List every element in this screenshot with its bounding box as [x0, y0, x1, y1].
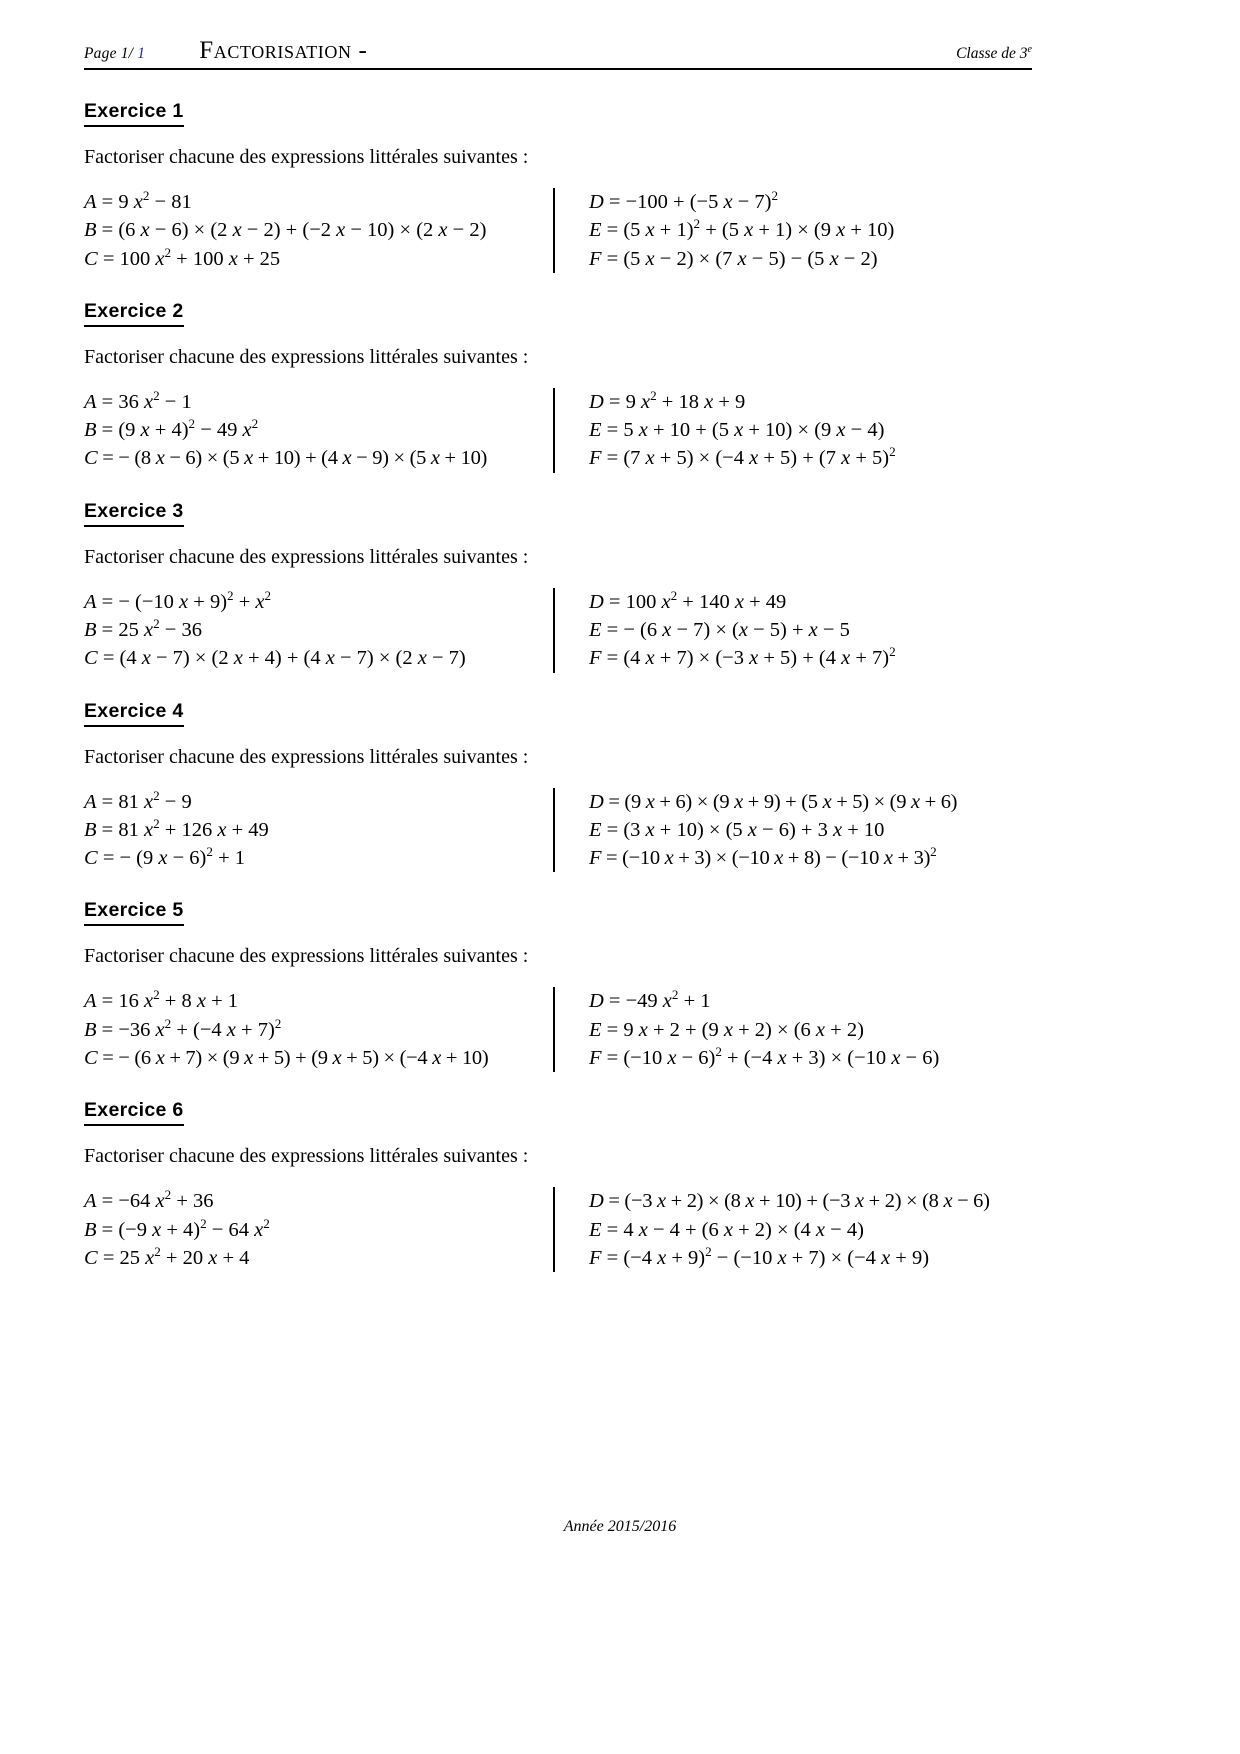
exercise-1-left-column [84, 188, 553, 273]
exercise-2-left-column [84, 388, 553, 473]
page-indicator [84, 45, 145, 63]
expression-2-D: D = 9 $x^2 + 18$ x + 9 [588, 388, 746, 413]
exercise-3-left-column [84, 588, 553, 673]
exercise-columns-5 [84, 987, 1032, 1072]
expression-1-C: C = 100 $x^2 + 100$ x + 25 [84, 244, 281, 270]
expression-5-A: A = 16 $x^2 + 8$ x + 1 [84, 987, 238, 1013]
exercise-columns-1 [84, 188, 1032, 273]
exercise-6-right-column [555, 1187, 1032, 1272]
document-title: Factorisation - [199, 37, 368, 64]
expression-3-B: B = 25 $x^2 - 36$ [84, 616, 202, 641]
expression-2-A: A = 36 $x^2 - 1$ [84, 388, 192, 413]
exercise-1-right-column [555, 188, 1032, 273]
expression-2-E: E = 5 x + 10 + (5 x + 10) × (9 x − 4) [588, 419, 885, 442]
expression-6-F: F = (−4 x + 9)$^2$ − (−10 x + 7) × (−4 x + 9) [588, 1243, 930, 1269]
expression-6-E: E = 4 x − 4 + (6 x + 2) × (4 x − 4) [588, 1218, 864, 1241]
exercises-container [84, 100, 1032, 1299]
expression-2-B: B = (9 x + 4)$^2$ − 49 $x^2$ [84, 416, 259, 442]
exercise-block-3 [84, 500, 1032, 673]
expression-4-E: E = (3 x + 10) × (5 x − 6) + 3 x + 10 [588, 818, 885, 841]
exercise-block-5 [84, 899, 1032, 1072]
class-level-sup: e [1027, 43, 1032, 55]
expression-4-C: C = − (9 x − 6)$^2$ + 1 [84, 844, 246, 870]
expression-5-C: C = − (6 x + 7) × (9 x + 5) + (9 x + 5) × (−4 x + 10) [84, 1046, 489, 1069]
header-divider-line [84, 68, 1032, 70]
expression-1-D: D = −100 + (−5 x − 7)$^2$ [588, 188, 779, 213]
expression-4-B: B = 81 $x^2 + 126$ x + 49 [84, 815, 269, 841]
expression-1-F: F = (5 x − 2) × (7 x − 5) − (5 x − 2) [588, 247, 878, 270]
expression-6-D: D = (−3 x + 2) × (8 x + 10) + (−3 x + 2) × (8 x − 6) [588, 1190, 990, 1213]
expression-5-D: D = −49 $x^2 + 1$ [588, 987, 711, 1013]
exercise-instruction-4: Factoriser chacune des expressions littérales suivantes : [84, 745, 529, 768]
expression-1-B: B = (6 x − 6) × (2 x − 2) + (−2 x − 10) × (2 x − 2) [84, 219, 487, 242]
exercise-5-left-column [84, 987, 553, 1072]
expression-1-A: A = 9 $x^2 - 81$ [84, 188, 192, 213]
exercise-instruction-5: Factoriser chacune des expressions littérales suivantes : [84, 945, 529, 968]
exercise-2-right-column [555, 388, 1032, 473]
expression-5-F: F = (−10 x − 6)$^2$ + (−4 x + 3) × (−10 x − 6) [588, 1044, 940, 1069]
exercise-6-left-column [84, 1187, 553, 1272]
exercise-title-6: Exercice 6 [84, 1099, 184, 1126]
page-footer [0, 1518, 1240, 1536]
expression-5-B: B = −36 $x^2 + (-4$ x + 7)$^2$ [84, 1015, 282, 1041]
exercise-block-4 [84, 700, 1032, 873]
exercise-title-1: Exercice 1 [84, 100, 184, 127]
exercise-columns-2 [84, 388, 1032, 473]
class-level [956, 44, 1032, 63]
expression-4-A: A = 81 $x^2 - 9$ [84, 787, 192, 813]
page-label: Page 1/ [84, 45, 134, 62]
expression-2-F: F = (7 x + 5) × (−4 x + 5) + (7 x + 5)$^2$ [588, 444, 896, 470]
expression-2-C: C = − (8 x − 6) × (5 x + 10) + (4 x − 9) × (5 x + 10) [84, 447, 488, 470]
exercise-title-5: Exercice 5 [84, 899, 184, 926]
exercise-title-3: Exercice 3 [84, 500, 184, 527]
expression-6-A: A = −64 $x^2 + 36$ [84, 1187, 214, 1213]
exercise-4-right-column [555, 788, 1032, 873]
class-level-text: Classe de 3 [956, 45, 1028, 62]
exercise-block-1 [84, 100, 1032, 273]
footer-year: Année 2015/2016 [563, 1518, 677, 1535]
expression-4-F: F = (−10 x + 3) × (−10 x + 8) − (−10 x + 3)$^2$ [588, 844, 937, 870]
expression-6-C: C = 25 $x^2 + 20$ x + 4 [84, 1243, 250, 1269]
exercise-columns-6 [84, 1187, 1032, 1272]
exercise-instruction-3: Factoriser chacune des expressions littérales suivantes : [84, 545, 529, 568]
exercise-title-4: Exercice 4 [84, 700, 184, 727]
exercise-5-right-column [555, 987, 1032, 1072]
expression-5-E: E = 9 x + 2 + (9 x + 2) × (6 x + 2) [588, 1018, 864, 1041]
exercise-instruction-6: Factoriser chacune des expressions littérales suivantes : [84, 1145, 529, 1168]
expression-1-E: E = (5 x + 1)$^2$ + (5 x + 1) × (9 x + 10) [588, 216, 895, 242]
exercise-columns-3 [84, 588, 1032, 673]
exercise-instruction-2: Factoriser chacune des expressions littérales suivantes : [84, 345, 529, 368]
expression-3-E: E = − (6 x − 7) × (x − 5) + x − 5 [588, 618, 850, 641]
expression-3-D: D = 100 $x^2 + 140$ x + 49 [588, 587, 787, 613]
expression-4-D: D = (9 x + 6) × (9 x + 9) + (5 x + 5) × (9 x + 6) [588, 790, 958, 813]
expression-3-C: C = (4 x − 7) × (2 x + 4) + (4 x − 7) × (2 x − 7) [84, 647, 466, 670]
exercise-block-6 [84, 1099, 1032, 1272]
exercise-title-2: Exercice 2 [84, 300, 184, 327]
exercise-3-right-column [555, 588, 1032, 673]
page-number: 1 [137, 45, 146, 62]
exercise-block-2 [84, 300, 1032, 473]
expression-3-A: A = − (−10 $x + 9)^2 + x^2$ [84, 587, 272, 613]
exercise-4-left-column [84, 788, 553, 873]
expression-6-B: B = (−9 x + 4)$^2$ − 64 $x^2$ [84, 1215, 270, 1241]
exercise-instruction-1: Factoriser chacune des expressions littérales suivantes : [84, 146, 529, 168]
expression-3-F: F = (4 x + 7) × (−3 x + 5) + (4 x + 7)$^2$ [588, 644, 896, 670]
exercise-columns-4 [84, 788, 1032, 873]
page-header [84, 38, 1032, 72]
